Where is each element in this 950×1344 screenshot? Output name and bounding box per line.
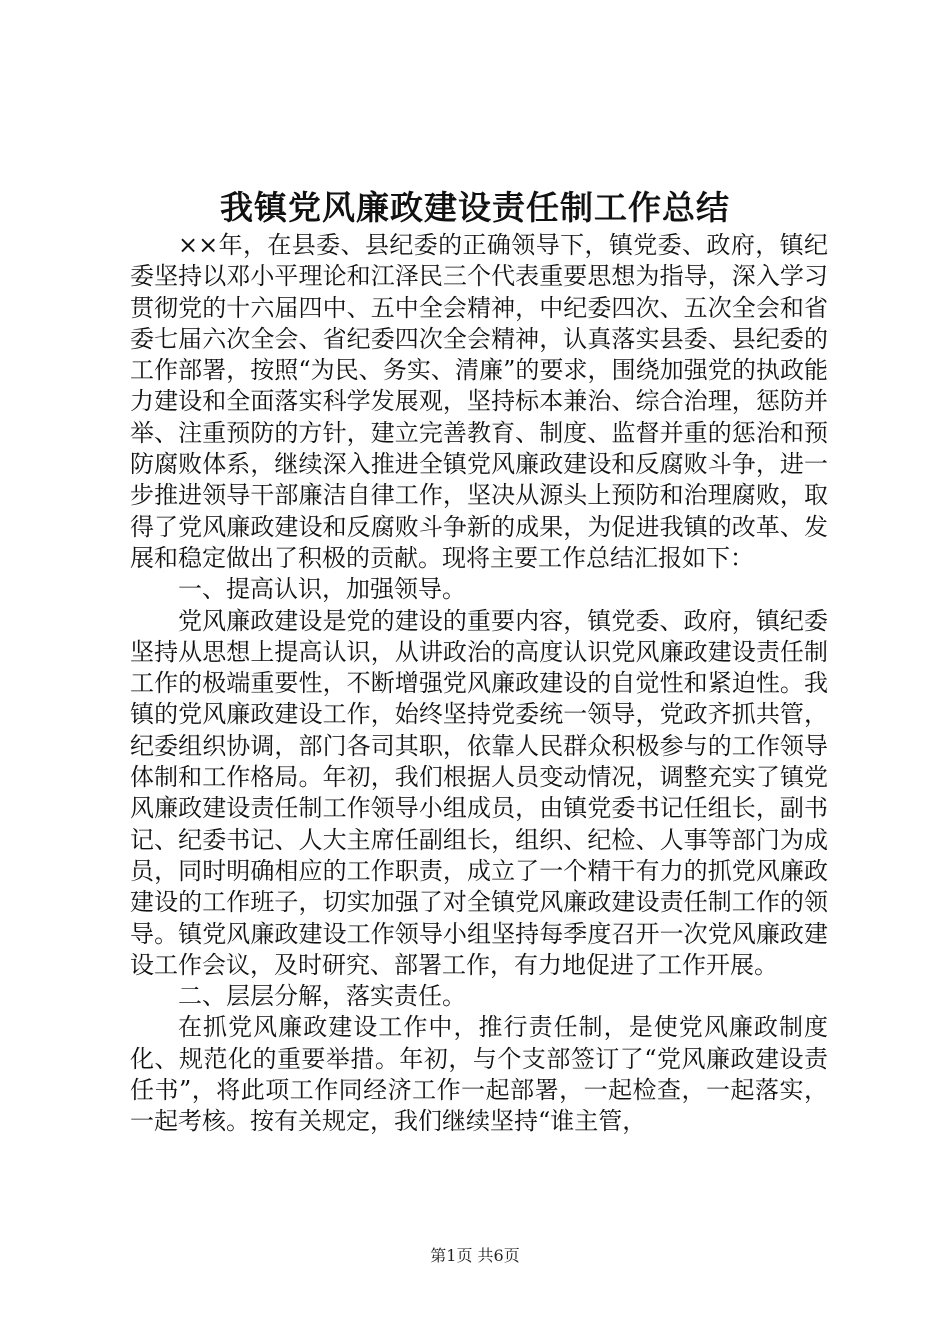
paragraph-section-2: 在抓党风廉政建设工作中，推行责任制，是使党风廉政制度化、规范化的重要举措。年初，与个支部签订了“党风廉政建设责任书”，将此项工作同经济工作一起部署，一起检查，一起落实，一起考核。按有关规定，我们继续坚持“谁主管， — [130, 1013, 828, 1136]
document-title: 我镇党风廉政建设责任制工作总结 — [220, 188, 730, 227]
section-heading-2: 二、层层分解，落实责任。 — [178, 982, 466, 1011]
document-body — [130, 230, 828, 1138]
paragraph-intro: ××年，在县委、县纪委的正确领导下，镇党委、政府，镇纪委坚持以邓小平理论和江泽民三个代表重要思想为指导，深入学习贯彻党的十六届四中、五中全会精神，中纪委四次、五次全会和省委七届六次全会、省纪委四次全会精神，认真落实县委、县纪委的工作部署，按照“为民、务实、清廉”的要求，围绕加强党的执政能力建设和全面落实科学发展观，坚持标本兼治、综合治理，惩防并举、注重预防的方针，建立完善教育、制度、监督并重的惩治和预防腐败体系，继续深入推进全镇党风廉政建设和反腐败斗争，进一步推进领导干部廉洁自律工作，坚决从源头上预防和治理腐败，取得了党风廉政建设和反腐败斗争新的成果，为促进我镇的改革、发展和稳定做出了积极的贡献。现将主要工作总结汇报如下： — [130, 231, 828, 572]
section-heading-1: 一、提高认识，加强领导。 — [178, 575, 466, 604]
paragraph-section-1: 党风廉政建设是党的建设的重要内容，镇党委、政府，镇纪委坚持从思想上提高认识，从讲政治的高度认识党风廉政建设责任制工作的极端重要性，不断增强党风廉政建设的自觉性和紧迫性。我镇的党风廉政建设工作，始终坚持党委统一领导，党政齐抓共管，纪委组织协调，部门各司其职，依靠人民群众积极参与的工作领导体制和工作格局。年初，我们根据人员变动情况，调整充实了镇党风廉政建设责任制工作领导小组成员，由镇党委书记任组长，副书记、纪委书记、人大主席任副组长，组织、纪检、人事等部门为成员，同时明确相应的工作职责，成立了一个精干有力的抓党风廉政建设的工作班子，切实加强了对全镇党风廉政建设责任制工作的领导。镇党风廉政建设工作领导小组坚持每季度召开一次党风廉政建设工作会议，及时研究、部署工作，有力地促进了工作开展。 — [130, 606, 828, 979]
page-number-footer: 第1页 共6页 — [430, 1246, 520, 1265]
